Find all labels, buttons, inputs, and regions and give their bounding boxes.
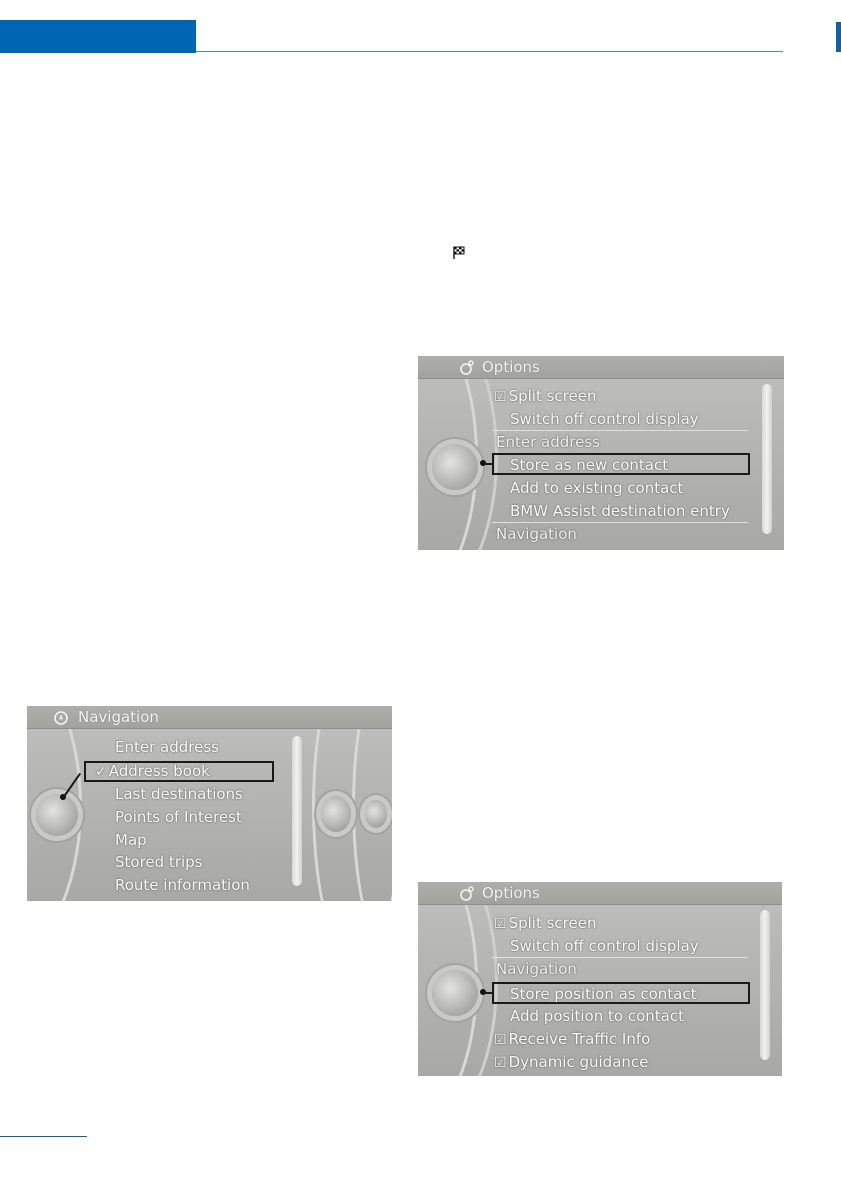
screen-title: Navigation	[78, 708, 159, 726]
section-heading: Enter address	[496, 433, 600, 451]
navigation-compass-icon	[53, 710, 69, 726]
menu-item-split-screen[interactable]: ☑ Split screen	[494, 387, 597, 405]
scrollbar[interactable]	[762, 384, 772, 534]
section-divider	[492, 957, 748, 958]
checkbox-icon: ☑	[494, 389, 507, 405]
scrollbar[interactable]	[760, 910, 770, 1060]
menu-item-points-of-interest[interactable]: Points of Interest	[115, 808, 242, 826]
menu-item-stored-trips[interactable]: Stored trips	[115, 853, 203, 871]
menu-item-receive-traffic-info[interactable]: ☑ Receive Traffic Info	[494, 1030, 651, 1048]
menu-item-split-screen[interactable]: ☑ Split screen	[494, 914, 597, 932]
menu-item-route-information[interactable]: Route information	[115, 876, 250, 894]
checkmark-icon: ✓	[95, 764, 107, 780]
menu-item-add-position-contact[interactable]: Add position to contact	[510, 1007, 684, 1025]
menu-item-switch-off-display[interactable]: Switch off control display	[510, 410, 699, 428]
navigation-menu-screen	[27, 706, 392, 901]
secondary-knob	[365, 800, 387, 828]
menu-item-enter-address[interactable]: Enter address	[115, 738, 219, 756]
footer-rule	[0, 1136, 87, 1137]
section-heading: Navigation	[496, 525, 577, 543]
options-gear-icon	[459, 886, 475, 902]
header-rule	[196, 51, 783, 52]
menu-item-address-book[interactable]: ✓ Address book	[95, 762, 210, 780]
section-heading: Navigation	[496, 960, 577, 978]
controller-knob	[432, 970, 478, 1016]
checkered-flag-icon	[452, 246, 466, 260]
menu-item-store-new-contact[interactable]: Store as new contact	[510, 456, 669, 474]
checkbox-icon: ☑	[494, 916, 507, 932]
controller-knob	[36, 794, 78, 836]
menu-item-add-existing-contact[interactable]: Add to existing contact	[510, 479, 684, 497]
pointer-line	[484, 992, 494, 994]
options-screen-enter-address	[418, 356, 784, 550]
menu-item-last-destinations[interactable]: Last destinations	[115, 785, 243, 803]
header-tab	[0, 20, 196, 53]
screen-title: Options	[482, 358, 540, 376]
checkbox-icon: ☑	[494, 1032, 507, 1048]
checkbox-icon: ☑	[494, 1055, 507, 1071]
scrollbar[interactable]	[292, 736, 302, 886]
section-divider	[492, 522, 748, 523]
menu-item-dynamic-guidance[interactable]: ☑ Dynamic guidance	[494, 1053, 649, 1071]
menu-item-store-position-contact[interactable]: Store position as contact	[510, 985, 697, 1003]
secondary-knob	[321, 796, 351, 832]
section-divider	[492, 430, 748, 431]
menu-item-switch-off-display[interactable]: Switch off control display	[510, 937, 699, 955]
controller-knob	[432, 444, 478, 490]
menu-item-bmw-assist-entry[interactable]: BMW Assist destination entry	[510, 502, 730, 520]
menu-item-map[interactable]: Map	[115, 831, 147, 849]
screen-title: Options	[482, 884, 540, 902]
pointer-line	[484, 463, 494, 465]
corner-mark	[836, 22, 841, 52]
options-gear-icon	[459, 360, 475, 376]
options-screen-navigation	[418, 882, 782, 1076]
